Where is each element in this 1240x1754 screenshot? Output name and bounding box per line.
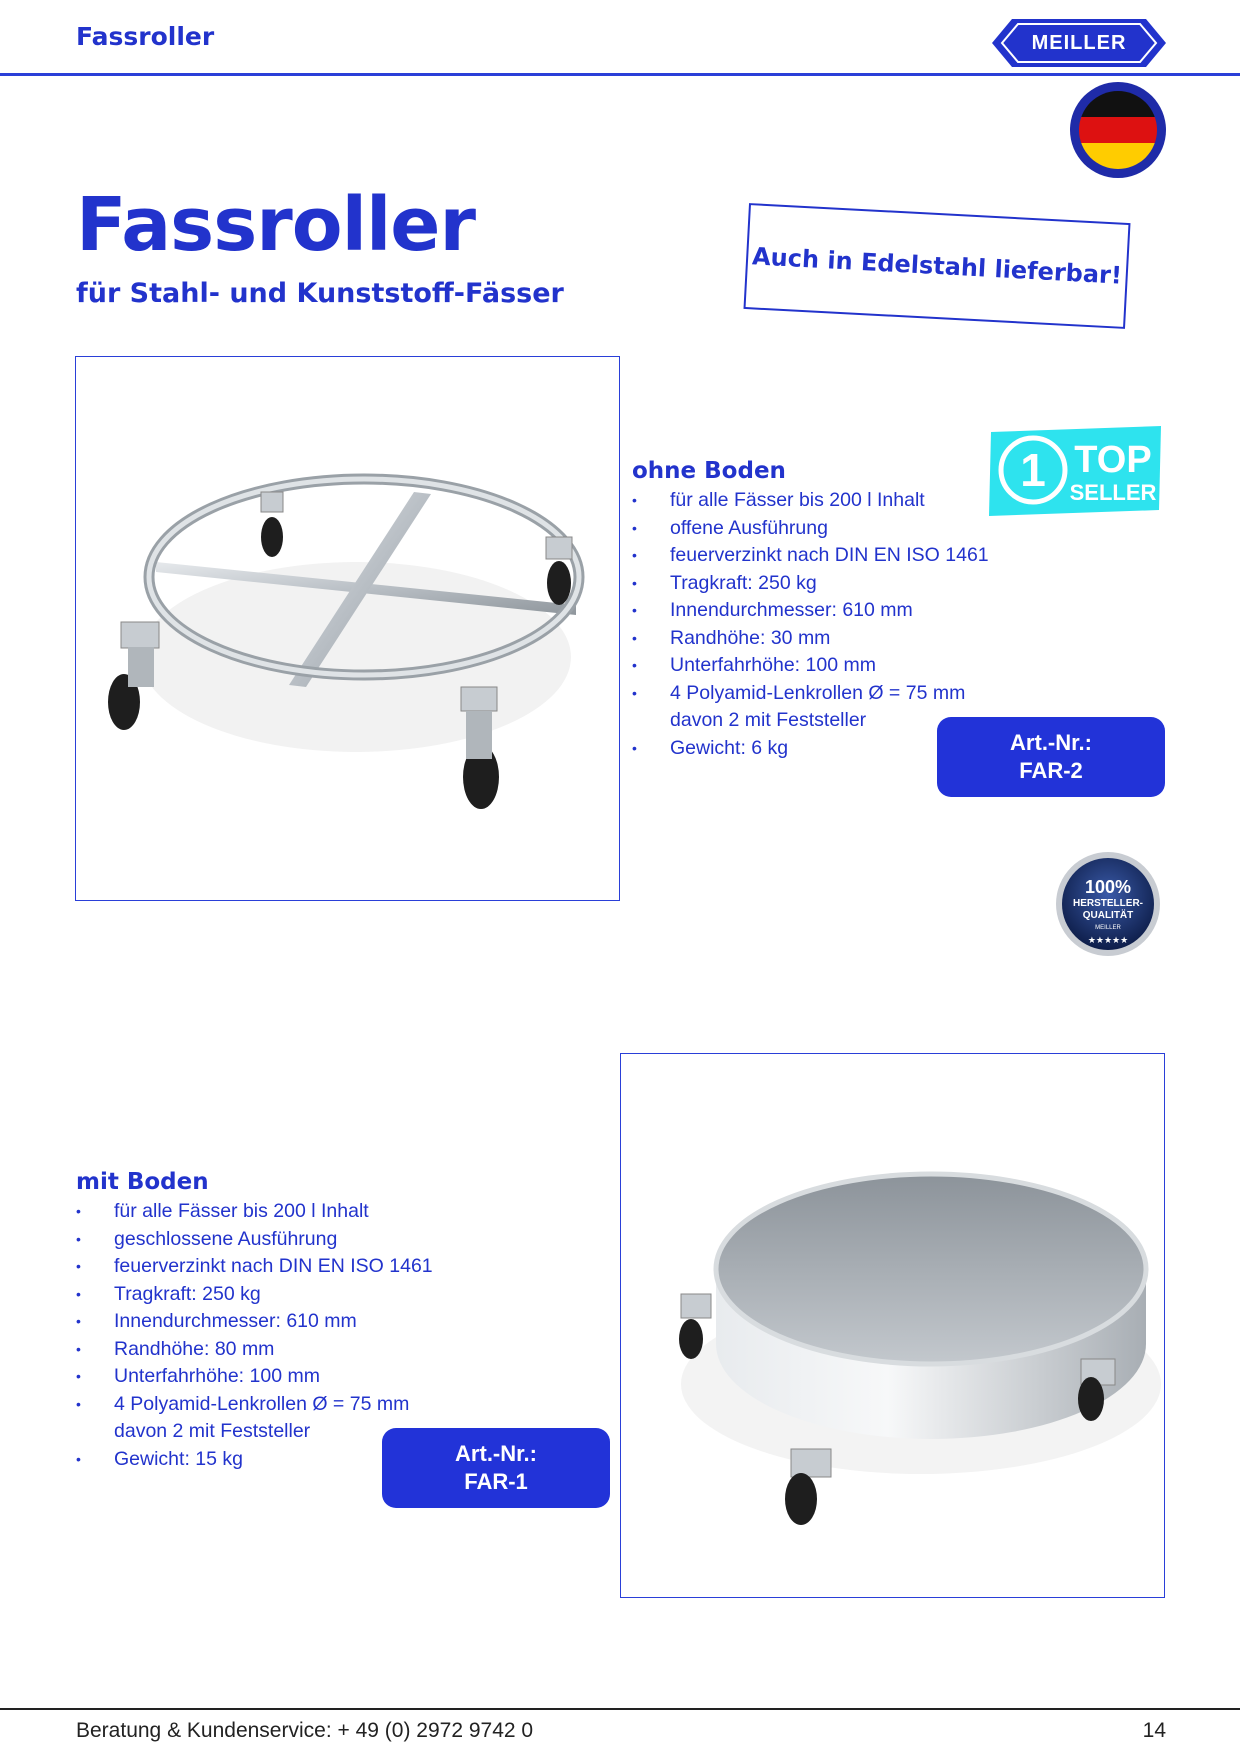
list-item: • 4 Polyamid-Lenkrollen Ø = 75 mm davon 2 mit Feststeller — [76, 1391, 426, 1446]
topseller-line1: TOP — [1074, 439, 1152, 481]
list-item: • offene Ausführung — [632, 515, 1062, 543]
seal-line2: HERSTELLER- — [1073, 898, 1143, 909]
list-item: • Tragkraft: 250 kg — [76, 1281, 506, 1309]
seal-line3: QUALITÄT — [1082, 910, 1134, 921]
list-item: • Unterfahrhöhe: 100 mm — [76, 1363, 506, 1391]
callout-text: Auch in Edelstahl lieferbar! — [751, 242, 1123, 290]
seal-brand: MEILLER — [1095, 925, 1121, 931]
list-item: • feuerverzinkt nach DIN EN ISO 1461 — [76, 1253, 506, 1281]
header-divider — [0, 73, 1240, 76]
product-image-far-2 — [75, 356, 620, 901]
topseller-badge — [985, 426, 1165, 516]
topseller-line2: SELLER — [1069, 480, 1157, 505]
product-image-far-1 — [620, 1053, 1165, 1598]
topseller-number: 1 — [1020, 444, 1046, 496]
list-item: • geschlossene Ausführung — [76, 1226, 506, 1254]
art-number: FAR-2 — [1019, 758, 1083, 783]
list-item: • 4 Polyamid-Lenkrollen Ø = 75 mm davon 2 mit Feststeller — [632, 680, 982, 735]
list-item: • Randhöhe: 80 mm — [76, 1336, 506, 1364]
page-title: Fassroller — [76, 182, 475, 268]
quality-seal — [1054, 850, 1162, 958]
page-subtitle: für Stahl- und Kunststoff-Fässer — [76, 278, 564, 309]
stainless-callout — [743, 203, 1130, 329]
meiller-logo — [992, 16, 1166, 70]
spec-heading: ohne Boden — [632, 458, 786, 484]
seal-stars-icon: ★★★★★ — [1087, 936, 1129, 946]
art-nr-far-1-button[interactable] — [382, 1428, 610, 1508]
list-item: • feuerverzinkt nach DIN EN ISO 1461 — [632, 542, 1062, 570]
logo-text: MEILLER — [1031, 32, 1127, 54]
list-item: • Unterfahrhöhe: 100 mm — [632, 652, 1062, 680]
list-item: • Innendurchmesser: 610 mm — [76, 1308, 506, 1336]
art-label: Art.-Nr.: — [455, 1441, 537, 1466]
list-item: • Randhöhe: 30 mm — [632, 625, 1062, 653]
footer-contact: Beratung & Kundenservice: + 49 (0) 2972 9742 0 — [76, 1719, 534, 1742]
list-item: • Gewicht: 15 kg — [76, 1446, 506, 1474]
list-item: • für alle Fässer bis 200 l Inhalt — [76, 1198, 506, 1226]
page-number: 14 — [1142, 1719, 1166, 1742]
footer-divider — [0, 1708, 1240, 1710]
list-item: • Tragkraft: 250 kg — [632, 570, 1062, 598]
germany-flag-icon — [1070, 82, 1166, 178]
list-item: • Innendurchmesser: 610 mm — [632, 597, 1062, 625]
seal-line1: 100% — [1084, 877, 1132, 897]
list-item: • für alle Fässer bis 200 l Inhalt — [632, 487, 1062, 515]
list-item: • Gewicht: 6 kg — [632, 735, 1062, 763]
art-nr-far-2-button[interactable] — [937, 717, 1165, 797]
header-title: Fassroller — [76, 22, 215, 51]
art-label: Art.-Nr.: — [1010, 730, 1092, 755]
art-number: FAR-1 — [464, 1469, 528, 1494]
spec-heading: mit Boden — [76, 1169, 209, 1195]
